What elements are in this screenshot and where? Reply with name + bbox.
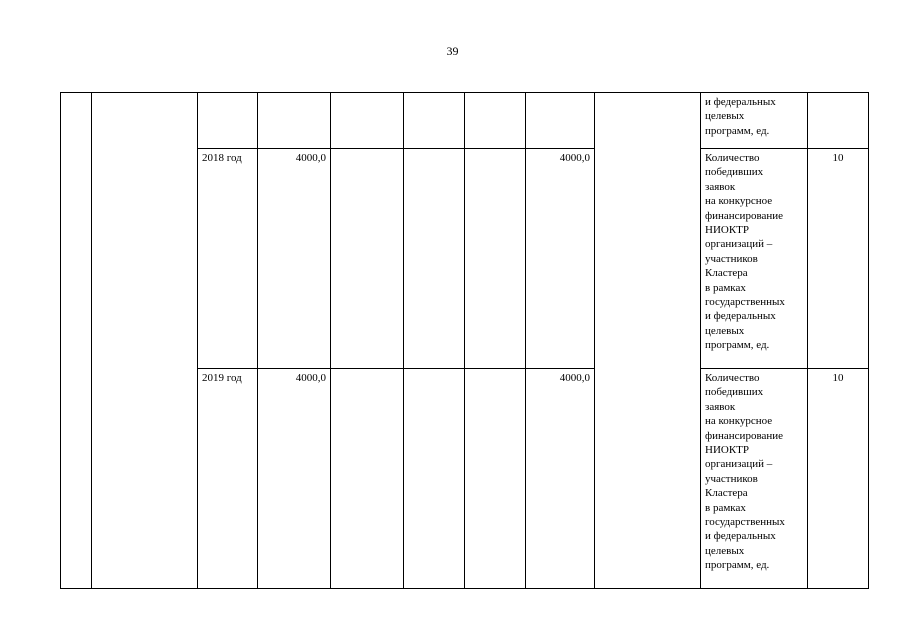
- cell-number: [61, 93, 92, 589]
- indicator-line: НИОКТР: [705, 444, 750, 457]
- cell-local: [465, 149, 526, 369]
- cell-extra-budget: 4000,0: [526, 369, 595, 589]
- cell-task: [92, 93, 198, 589]
- cell-executor: [595, 93, 701, 589]
- indicator-line: программ, ед.: [705, 559, 770, 572]
- cell-value: 10: [808, 149, 869, 369]
- cell-regional: [404, 93, 465, 149]
- table-row: [61, 93, 869, 149]
- indicator-line: программ, ед.: [705, 124, 770, 137]
- indicator-line: заявок: [705, 400, 736, 413]
- cell-total: 4000,0: [258, 149, 331, 369]
- cell-regional: [404, 149, 465, 369]
- cell-federal: [331, 93, 404, 149]
- cell-indicator: [701, 149, 808, 369]
- cell-federal: [331, 149, 404, 369]
- indicator-line: организаций –: [705, 458, 773, 471]
- indicator-line: и федеральных: [705, 310, 776, 323]
- cell-extra-budget: 4000,0: [526, 149, 595, 369]
- indicator-line: государственных: [705, 296, 785, 309]
- indicator-line: НИОКТР: [705, 224, 750, 237]
- indicator-line: организаций –: [705, 238, 773, 251]
- cell-local: [465, 369, 526, 589]
- cell-year: 2019 год: [198, 369, 258, 589]
- indicator-line: и федеральных: [705, 530, 776, 543]
- document-table: [60, 92, 869, 589]
- cell-regional: [404, 369, 465, 589]
- cell-year: [198, 93, 258, 149]
- indicator-line: в рамках: [705, 501, 746, 514]
- cell-year: 2018 год: [198, 149, 258, 369]
- indicator-line: Кластера: [705, 487, 748, 500]
- cell-total: 4000,0: [258, 369, 331, 589]
- indicator-line: победивших: [705, 166, 764, 179]
- cell-local: [465, 93, 526, 149]
- cell-extra-budget: [526, 93, 595, 149]
- indicator-line: победивших: [705, 386, 764, 399]
- indicator-line: целевых: [705, 544, 745, 557]
- indicator-line: целевых: [705, 110, 745, 123]
- indicator-line: целевых: [705, 324, 745, 337]
- indicator-line: участников: [705, 252, 758, 265]
- cell-value: 10: [808, 369, 869, 589]
- indicator-line: программ, ед.: [705, 339, 770, 352]
- indicator-line: Кластера: [705, 267, 748, 280]
- indicator-line: на конкурсное: [705, 415, 773, 428]
- indicator-line: и федеральных: [705, 96, 776, 108]
- indicator-line: в рамках: [705, 281, 746, 294]
- cell-indicator: [701, 93, 808, 149]
- indicator-line: государственных: [705, 516, 785, 529]
- indicator-line: заявок: [705, 180, 736, 193]
- indicator-line: на конкурсное: [705, 195, 773, 208]
- cell-federal: [331, 369, 404, 589]
- indicator-line: Количество: [705, 372, 760, 384]
- indicator-line: участников: [705, 472, 758, 485]
- cell-value: [808, 93, 869, 149]
- indicator-line: финансирование: [705, 209, 784, 222]
- page-number: 39: [446, 44, 459, 58]
- cell-total: [258, 93, 331, 149]
- indicator-line: финансирование: [705, 429, 784, 442]
- indicator-line: Количество: [705, 152, 760, 164]
- cell-indicator: [701, 369, 808, 589]
